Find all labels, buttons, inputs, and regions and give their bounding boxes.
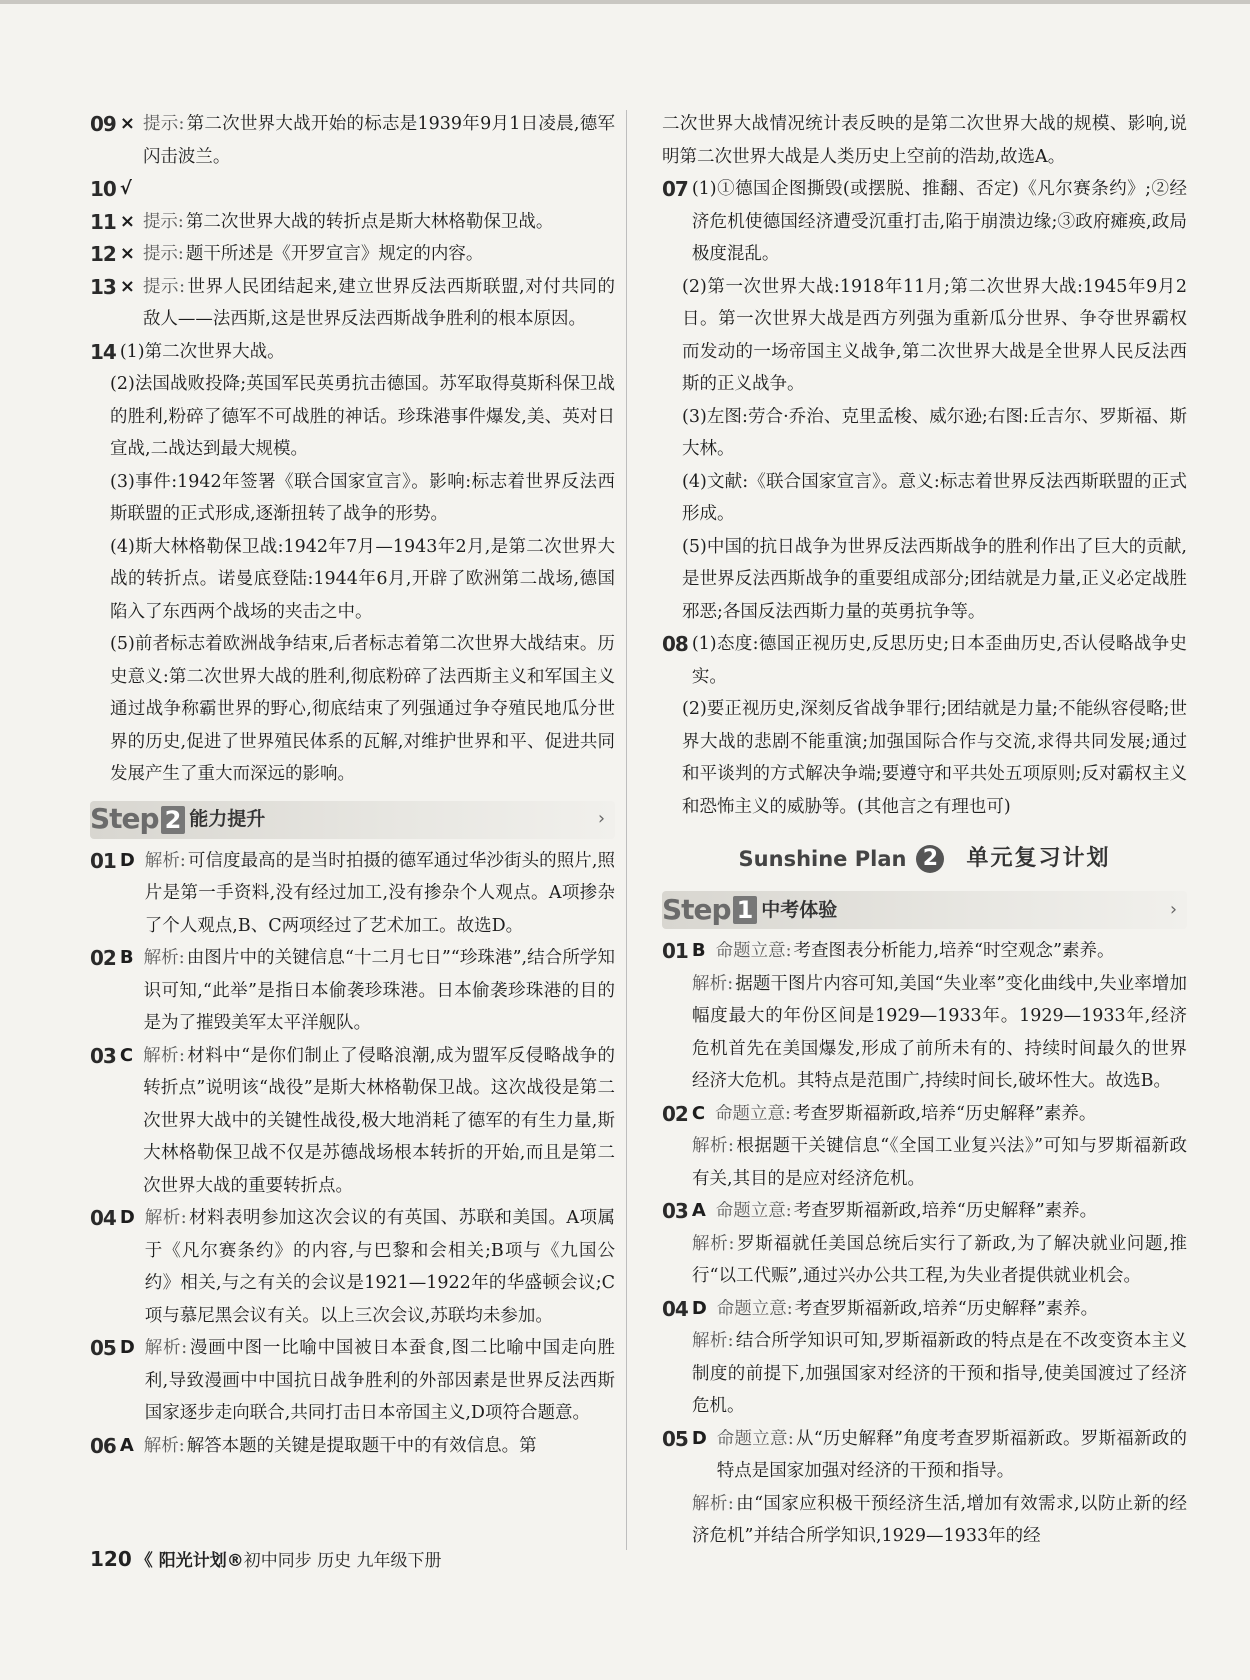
analysis-text: 解答本题的关键是提取题干中的有效信息。第 (186, 1435, 537, 1456)
judgment-mark: × (119, 275, 135, 297)
analysis-block (662, 1488, 1187, 1553)
answer-item-11 (90, 206, 615, 239)
item-number: 07 (662, 177, 688, 201)
intent-tag: 命题立意: (716, 1428, 794, 1449)
item-number: 03 (90, 1043, 116, 1068)
judgment-mark: × (119, 243, 135, 264)
mc-item-01 (90, 845, 615, 943)
analysis-text: 由图片中的关键信息“十二月七日”“珍珠港”,结合所学知识可知,“此举”是指日本偷袭珍珠港。日本偷袭珍珠港的目的是为了摧毁美军太平洋舰队。 (143, 948, 615, 1033)
item-number: 04 (90, 1206, 116, 1230)
item-text (143, 271, 615, 336)
sub-answer-5: (5)中国的抗日战争为世界反法西斯战争的胜利作出了巨大的贡献,是世界反法西斯战争的重要组成部分;团结就是力量,正义必定战胜邪恶;各国反法西斯力量的英勇抗争等。 (682, 536, 1187, 622)
analysis-tag: 解析: (143, 1435, 185, 1456)
item-number: 05 (662, 1426, 688, 1451)
hint-tag: 提示: (142, 211, 184, 232)
item-number: 02 (662, 1101, 688, 1126)
continued-text-06: 二次世界大战情况统计表反映的是第二次世界大战的规模、影响,说明第二次世界大战是人类历史上空前的浩劫,故选A。 (662, 114, 1187, 167)
analysis-tag: 解析: (144, 1338, 188, 1358)
analysis-tag: 解析: (144, 850, 186, 871)
step1-banner (662, 891, 1187, 929)
item-text (144, 942, 615, 1040)
analysis-tag: 解析: (692, 973, 734, 994)
answer-letter: C (119, 1044, 134, 1066)
item-text (716, 935, 1187, 968)
item-number: 13 (90, 274, 116, 299)
item-text (716, 1195, 1187, 1228)
analysis-text: 漫画中图一比喻中国被日本蚕食,图二比喻中国走向胜利,导致漫画中中国抗日战争胜利的外部因素是世界反法西斯国家逐步走向联合,共同打击日本帝国主义,D项符合题意。 (144, 1338, 616, 1423)
mc-item-04 (90, 1202, 615, 1332)
plan-number-badge: 2 (916, 845, 944, 873)
hint-tag: 提示: (142, 276, 185, 297)
sub-answer-5: (5)前者标志着欧洲战争结束,后者标志着第二次世界大战结束。历史意义:第二次世界大战的胜利,彻底粉碎了法西斯主义和军国主义通过战争称霸世界的野心,彻底结束了列强通过争夺殖民地瓜分世界的历史,促进了世界殖民体系的瓦解,对维护世界和平、促进共同发展产生了重大而深远的影响。 (110, 634, 615, 784)
intent-text: 从“历史解释”角度考查罗斯福新政。罗斯福新政的特点是国家加强对经济的干预和指导。 (716, 1428, 1187, 1481)
sunshine-plan-banner (662, 837, 1187, 881)
step2-banner (90, 801, 615, 839)
sub-answer-1: (1)第二次世界大战。 (119, 341, 285, 362)
plan-title: 单元复习计划 (966, 845, 1111, 871)
intent-text: 考查罗斯福新政,培养“历史解释”素养。 (792, 1103, 1097, 1124)
sub-answer-4: (4)斯大林格勒保卫战:1942年7月—1943年2月,是第二次世界大战的转折点。诺曼底登陆:1944年6月,开辟了欧洲第二战场,德国陷入了东西两个战场的夹击之中。 (110, 536, 615, 622)
item-text (144, 1430, 615, 1463)
analysis-tag: 解析: (692, 1493, 734, 1514)
intent-text: 考查罗斯福新政,培养“历史解释”素养。 (793, 1201, 1098, 1221)
answer-item-10 (90, 173, 615, 206)
analysis-text: 材料中“是你们制止了侵略浪潮,成为盟军反侵略战争的转折点”说明该“战役”是斯大林格勒保卫战。这次战役是第二次世界大战中的关键性战役,极大地消耗了德军的有生力量,斯大林格勒保卫战不仅是苏德战场根本转折的开始,而且是第二次世界大战的重要转折点。 (143, 1045, 615, 1196)
step-title: 中考体验 (761, 898, 838, 921)
judgment-mark: × (119, 113, 135, 134)
answer-letter: C (691, 1102, 706, 1124)
hint-text: 第二次世界大战开始的标志是1939年9月1日凌晨,德军闪击波兰。 (142, 114, 615, 167)
mc-item-03 (90, 1040, 615, 1203)
step-number: 1 (733, 896, 758, 924)
mc-item-05 (90, 1332, 615, 1430)
hint-tag: 提示: (142, 244, 184, 264)
mc-item-06 (90, 1430, 615, 1463)
answer-letter: D (691, 1427, 707, 1449)
exam-item-05 (662, 1423, 1187, 1488)
answer-letter: A (691, 1200, 706, 1221)
sub-answer-3: (3)事件:1942年签署《联合国家宣言》。影响:标志着世界反法西斯联盟的正式形成,逐渐扭转了战争的形势。 (110, 471, 615, 524)
answer-letter: D (119, 1337, 135, 1358)
sub-answer-1: (1)态度:德国正视历史,反思历史;日本歪曲历史,否认侵略战争史实。 (691, 634, 1187, 687)
sub-answer-2: (2)法国战败投降;英国军民英勇抗击德国。苏军取得莫斯科保卫战的胜利,粉碎了德军不可战胜的神话。珍珠港事件爆发,美、英对日宣战,二战达到最大规模。 (110, 374, 615, 459)
analysis-block (662, 1228, 1187, 1293)
answer-letter: D (691, 1297, 707, 1319)
item-number: 02 (90, 946, 116, 970)
page-number: 120 (90, 1547, 132, 1571)
item-text (717, 1293, 1187, 1326)
analysis-text: 据题干图片内容可知,美国“失业率”变化曲线中,失业率增加幅度最大的年份区间是1929—1933年。1929—1933年,经济危机首先在美国爆发,形成了前所未有的、持续时间最久的世界经济大危机。其特点是范围广,持续时间长,破坏性大。故选B。 (692, 973, 1187, 1091)
analysis-text: 根据题干关键信息“《全国工业复兴法》”可知与罗斯福新政有关,其目的是应对经济危机。 (692, 1136, 1187, 1189)
answer-letter: D (119, 1207, 135, 1228)
analysis-text: 材料表明参加这次会议的有英国、苏联和美国。A项属于《凡尔赛条约》的内容,与巴黎和会相关;B项与《九国公约》相关,与之有关的会议是1921—1922年的华盛顿会议;C项与慕尼黑会议有关。以上三次会议,苏联均未参加。 (144, 1208, 615, 1326)
chevron-right-icon: › (1170, 899, 1177, 920)
step-title: 能力提升 (189, 808, 266, 831)
sub-answer-4: (4)文献:《联合国家宣言》。意义:标志着世界反法西斯联盟的正式形成。 (682, 471, 1187, 524)
answer-item-12 (90, 238, 615, 271)
analysis-text: 罗斯福就任美国总统后实行了新政,为了解决就业问题,推行“以工代赈”,通过兴办公共工程,为失业者提供就业机会。 (692, 1233, 1188, 1286)
left-column (90, 108, 615, 1462)
answer-letter: B (691, 940, 706, 961)
analysis-text: 可信度最高的是当时拍摄的德军通过华沙街头的照片,照片是第一手资料,没有经过加工,没有掺杂个人观点。A项掺杂了个人观点,B、C两项经过了艺术加工。故选D。 (144, 850, 615, 936)
sub-answer-1: (1)①德国企图撕毁(或摆脱、推翻、否定)《凡尔赛条约》;②经济危机使德国经济遭受沉重打击,陷于崩溃边缘;③政府瘫痪,政局极度混乱。 (691, 179, 1187, 264)
item-number: 09 (90, 112, 116, 136)
answer-item-08 (662, 628, 1187, 693)
right-column (662, 108, 1187, 1553)
analysis-block (662, 968, 1187, 1098)
answer-item-14 (90, 336, 615, 369)
exam-item-02 (662, 1098, 1187, 1131)
intent-text: 考查罗斯福新政,培养“历史解释”素养。 (794, 1298, 1099, 1319)
item-number: 04 (662, 1296, 688, 1321)
analysis-text: 结合所学知识可知,罗斯福新政的特点是在不改变资本主义制度的前提下,加强国家对经济的干预和指导,使美国渡过了经济危机。 (692, 1331, 1187, 1416)
item-number: 08 (662, 632, 688, 656)
item-text (145, 1202, 615, 1332)
answer-letter: D (119, 849, 135, 871)
analysis-tag: 解析: (143, 948, 185, 968)
step-word: Step (90, 802, 159, 836)
exam-item-01 (662, 935, 1187, 968)
step-number: 2 (161, 806, 186, 834)
judgment-mark: × (119, 210, 135, 232)
intent-text: 考查图表分析能力,培养“时空观念”素养。 (793, 941, 1115, 961)
analysis-block (662, 1325, 1187, 1423)
top-border (0, 0, 1250, 4)
hint-text: 世界人民团结起来,建立世界反法西斯联盟,对付共同的敌人——法西斯,这是世界反法西斯战争胜利的根本原因。 (142, 276, 615, 329)
exam-item-04 (662, 1293, 1187, 1326)
item-text (143, 206, 615, 239)
item-number: 01 (662, 939, 688, 963)
judgment-mark: √ (119, 178, 132, 199)
answer-item-13 (90, 271, 615, 336)
analysis-tag: 解析: (692, 1233, 735, 1254)
item-text (145, 845, 615, 943)
exam-item-03 (662, 1195, 1187, 1228)
intent-tag: 命题立意: (715, 1103, 791, 1124)
item-text (717, 1423, 1187, 1488)
analysis-tag: 解析: (143, 1045, 185, 1066)
brand-name: 阳光计划® (158, 1551, 244, 1571)
chevron-right-icon: › (598, 809, 605, 830)
mc-item-02 (90, 942, 615, 1040)
item-number: 06 (90, 1433, 116, 1458)
answer-item-09 (90, 108, 615, 173)
analysis-tag: 解析: (692, 1331, 734, 1351)
page-footer (90, 1546, 442, 1571)
item-number: 11 (90, 209, 116, 234)
book-title: 初中同步 历史 九年级下册 (243, 1551, 442, 1571)
intent-tag: 命题立意: (715, 1201, 792, 1221)
sub-answer-2: (2)第一次世界大战:1918年11月;第二次世界大战:1945年9月2日。第一次世界大战是西方列强为重新瓜分世界、争夺世界霸权而发动的一场帝国主义战争,第二次世界大战是全世界人民反法西斯的正义战争。 (682, 276, 1187, 394)
intent-tag: 命题立意: (715, 941, 792, 961)
answer-item-07 (662, 173, 1187, 271)
item-text (145, 1332, 615, 1430)
analysis-text: 由“国家应积极干预经济生活,增加有效需求,以防止新的经济危机”并结合所学知识,1929—1933年的经 (692, 1493, 1187, 1546)
item-number: 12 (90, 242, 116, 266)
double-chevron-icon: 《 (135, 1551, 153, 1571)
answer-letter: B (119, 947, 134, 968)
column-divider (626, 110, 627, 1550)
item-number: 10 (90, 177, 116, 201)
analysis-block (662, 1130, 1187, 1195)
analysis-tag: 解析: (692, 1136, 734, 1156)
answer-letter: A (119, 1434, 134, 1456)
item-text (715, 1098, 1187, 1131)
item-number: 03 (662, 1199, 688, 1223)
intent-tag: 命题立意: (716, 1298, 793, 1319)
sunshine-plan-label: Sunshine Plan (738, 846, 907, 871)
item-text (143, 238, 615, 271)
analysis-tag: 解析: (144, 1208, 187, 1228)
item-number: 01 (90, 848, 116, 873)
sub-answer-3: (3)左图:劳合·乔治、克里孟梭、威尔逊;右图:丘吉尔、罗斯福、斯大林。 (682, 406, 1187, 459)
step-word: Step (662, 892, 731, 926)
item-number: 14 (90, 339, 116, 364)
hint-text: 第二次世界大战的转折点是斯大林格勒保卫战。 (185, 211, 554, 232)
sub-answer-2: (2)要正视历史,深刻反省战争罪行;团结就是力量;不能纵容侵略;世界大战的悲剧不能重演;加强国际合作与交流,求得共同发展;通过和平谈判的方式解决争端;要遵守和平共处五项原则;反对霸权主义和恐怖主义的威胁等。(其他言之有理也可) (682, 699, 1187, 817)
item-text (143, 108, 615, 173)
hint-tag: 提示: (142, 114, 185, 134)
hint-text: 题干所述是《开罗宣言》规定的内容。 (185, 244, 484, 264)
item-text (143, 1040, 615, 1203)
item-number: 05 (90, 1336, 116, 1360)
